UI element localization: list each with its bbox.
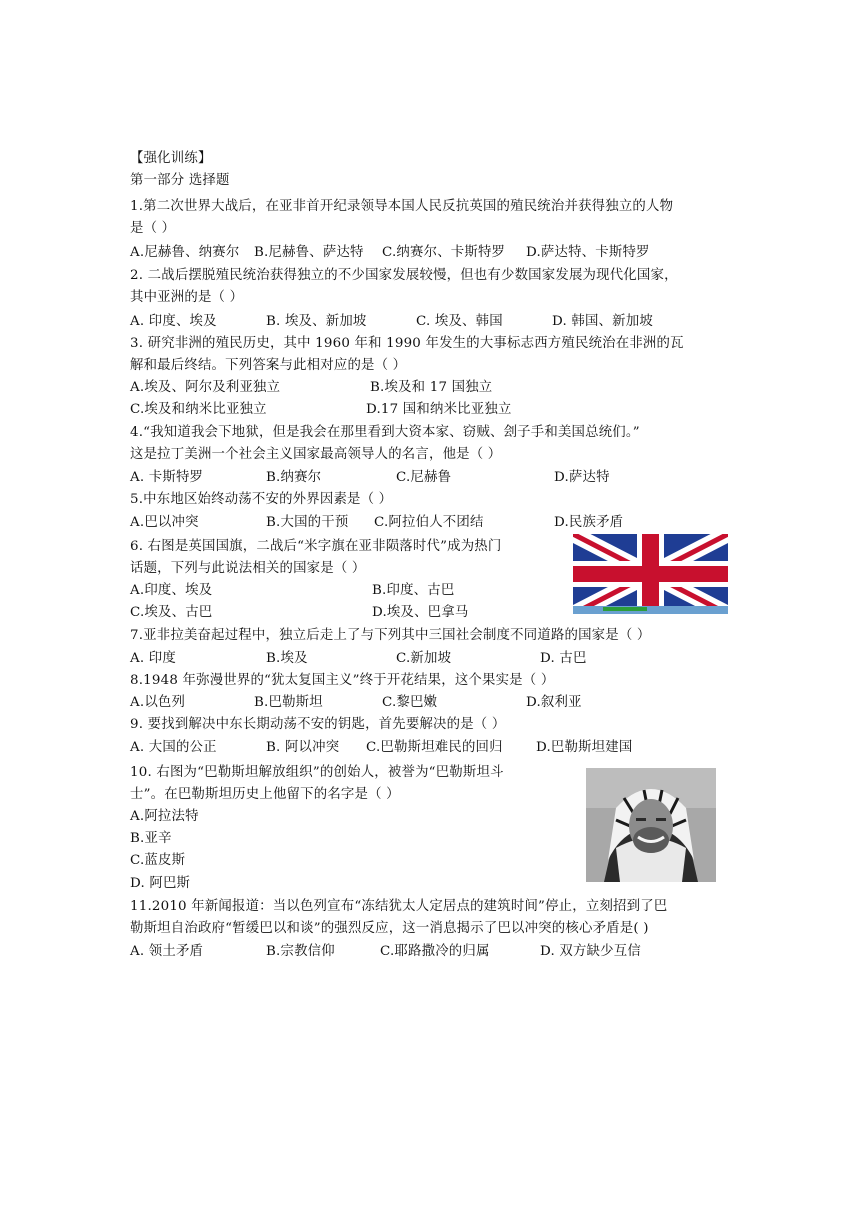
question-2-option-c: C. 埃及、韩国 — [416, 314, 503, 329]
question-1-option-b: B.尼赫鲁、萨达特 — [254, 245, 364, 260]
portrait-graphic — [586, 768, 716, 882]
question-9-option-c: C.巴勒斯坦难民的回归 — [366, 740, 503, 755]
question-8-option-c: C.黎巴嫩 — [382, 695, 438, 710]
question-10-stem-line-1: 10. 右图为“巴勒斯坦解放组织”的创始人，被誉为“巴勒斯坦斗 — [130, 765, 504, 780]
question-2-option-b: B. 埃及、新加坡 — [266, 314, 367, 329]
question-4-option-b: B.纳赛尔 — [266, 470, 322, 485]
question-3-option-c: C.埃及和纳米比亚独立 — [130, 402, 267, 417]
question-6-option-c: C.埃及、古巴 — [130, 605, 213, 620]
question-3-option-a: A.埃及、阿尔及利亚独立 — [130, 380, 281, 395]
part-title: 第一部分 选择题 — [130, 173, 230, 188]
question-8-option-b: B.巴勒斯坦 — [254, 695, 323, 710]
question-7-option-a: A. 印度 — [130, 651, 176, 666]
question-1-stem-line-2: 是（ ） — [130, 221, 176, 236]
union-jack-flag-graphic — [573, 534, 728, 614]
question-9-option-b: B. 阿以冲突 — [266, 740, 340, 755]
union-jack-flag-image — [573, 534, 728, 614]
question-6-option-a: A.印度、埃及 — [130, 583, 213, 598]
question-10-stem-line-2: 士”。在巴勒斯坦历史上他留下的名字是（ ） — [130, 787, 400, 802]
question-11-option-c: C.耶路撒冷的归属 — [380, 944, 490, 959]
question-5-option-c: C.阿拉伯人不团结 — [374, 515, 484, 530]
question-6-option-d: D.埃及、巴拿马 — [372, 605, 469, 620]
question-7-stem: 7.亚非拉美奋起过程中，独立后走上了与下列其中三国社会制度不同道路的国家是（ ） — [130, 628, 651, 643]
question-11-stem-line-2: 勒斯坦自治政府“暂缓巴以和谈”的强烈反应，这一消息揭示了巴以冲突的核心矛盾是( ) — [130, 921, 649, 936]
question-8-stem: 8.1948 年弥漫世界的“犹太复国主义”终于开花结果，这个果实是（ ） — [130, 673, 555, 688]
question-10-option-d: D. 阿巴斯 — [130, 876, 191, 891]
question-11-stem-line-1: 11.2010 年新闻报道：当以色列宣布“冻结犹太人定居点的建筑时间”停止，立刻招到了巴 — [130, 899, 668, 914]
question-6-option-b: B.印度、古巴 — [372, 583, 455, 598]
question-9-option-d: D.巴勒斯坦建国 — [536, 740, 633, 755]
question-4-stem-line-2: 这是拉丁美洲一个社会主义国家最高领导人的名言，他是（ ） — [130, 447, 502, 462]
question-4-stem-line-1: 4.“我知道我会下地狱，但是我会在那里看到大资本家、窃贼、刽子手和美国总统们。” — [130, 425, 640, 440]
question-10-option-a: A.阿拉法特 — [130, 809, 199, 824]
question-8-option-a: A.以色列 — [130, 695, 186, 710]
question-4-option-a: A. 卡斯特罗 — [130, 470, 204, 485]
question-6-stem-line-1: 6. 右图是英国国旗，二战后“米字旗在亚非陨落时代”成为热门 — [130, 539, 502, 554]
question-7-option-c: C.新加坡 — [396, 651, 452, 666]
section-heading: 【强化训练】 — [130, 151, 212, 166]
question-3-option-b: B.埃及和 17 国独立 — [370, 380, 493, 395]
question-11-option-d: D. 双方缺少互信 — [540, 944, 641, 959]
question-4-option-d: D.萨达特 — [554, 470, 610, 485]
question-6-stem-line-2: 话题，下列与此说法相关的国家是（ ） — [130, 561, 366, 576]
question-7-option-d: D. 古巴 — [540, 651, 587, 666]
question-1-option-d: D.萨达特、卡斯特罗 — [526, 245, 650, 260]
question-1-stem-line-1: 1.第二次世界大战后，在亚非首开纪录领导本国人民反抗英国的殖民统治并获得独立的人物 — [130, 199, 674, 214]
question-2-stem-line-1: 2. 二战后摆脱殖民统治获得独立的不少国家发展较慢，但也有少数国家发展为现代化国家， — [130, 268, 678, 283]
question-3-stem-line-2: 解和最后终结。下列答案与此相对应的是（ ） — [130, 358, 407, 373]
question-5-option-b: B.大国的干预 — [266, 515, 349, 530]
question-8-option-d: D.叙利亚 — [526, 695, 582, 710]
question-3-stem-line-1: 3. 研究非洲的殖民历史，其中 1960 年和 1990 年发生的大事标志西方殖民统治在非洲的瓦 — [130, 336, 684, 351]
question-11-option-b: B.宗教信仰 — [266, 944, 335, 959]
question-4-option-c: C.尼赫鲁 — [396, 470, 452, 485]
question-3-option-d: D.17 国和纳米比亚独立 — [366, 402, 512, 417]
question-7-option-b: B.埃及 — [266, 651, 308, 666]
question-2-option-a: A. 印度、埃及 — [130, 314, 217, 329]
question-5-option-d: D.民族矛盾 — [554, 515, 624, 530]
question-10-option-b: B.亚辛 — [130, 831, 172, 846]
question-5-stem: 5.中东地区始终动荡不安的外界因素是（ ） — [130, 492, 393, 507]
question-1-option-c: C.纳赛尔、卡斯特罗 — [382, 245, 506, 260]
question-9-stem: 9. 要找到解决中东长期动荡不安的钥匙，首先要解决的是（ ） — [130, 717, 506, 732]
question-9-option-a: A. 大国的公正 — [130, 740, 217, 755]
question-10-option-c: C.蓝皮斯 — [130, 853, 186, 868]
question-11-option-a: A. 领土矛盾 — [130, 944, 204, 959]
question-2-option-d: D. 韩国、新加坡 — [552, 314, 653, 329]
question-5-option-a: A.巴以冲突 — [130, 515, 199, 530]
portrait-photo — [586, 768, 716, 882]
question-2-stem-line-2: 其中亚洲的是（ ） — [130, 290, 244, 305]
question-1-option-a: A.尼赫鲁、纳赛尔 — [130, 245, 240, 260]
